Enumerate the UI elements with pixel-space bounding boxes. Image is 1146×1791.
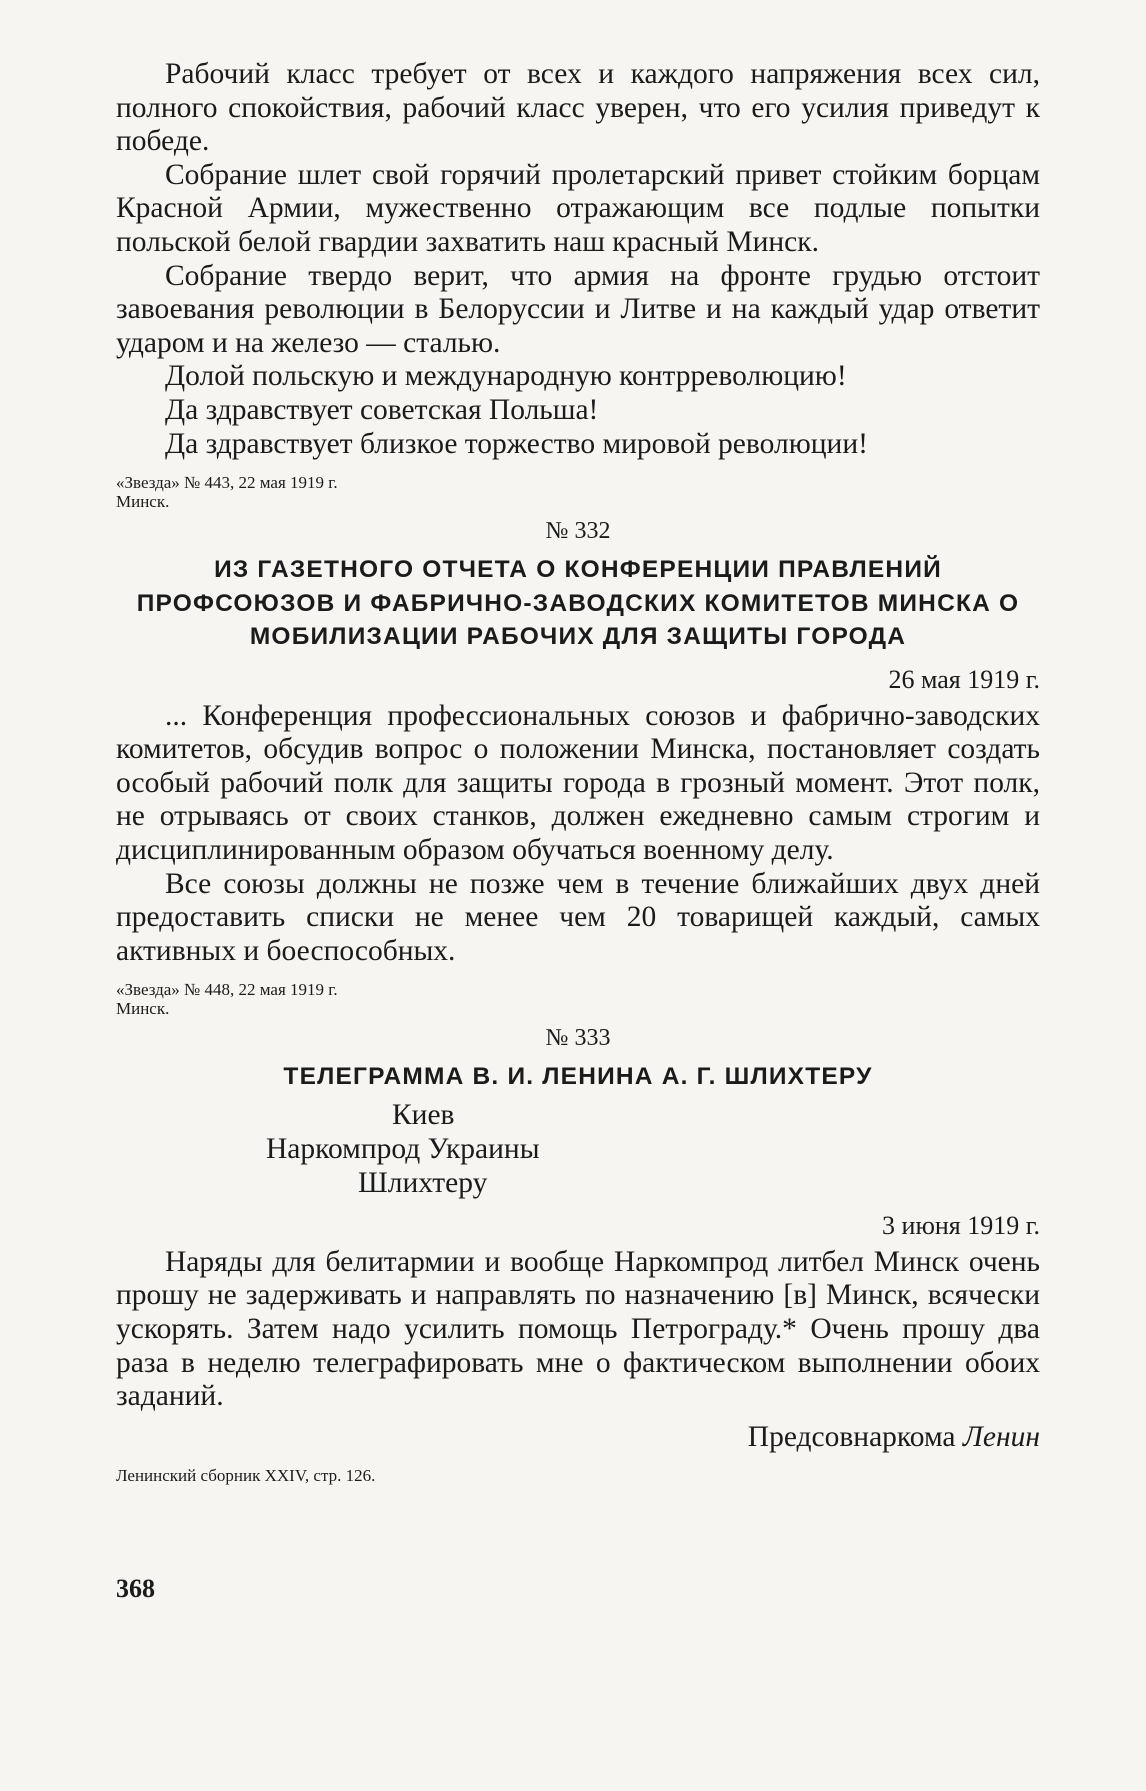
page-content <box>116 58 1040 1485</box>
signature-title: Предсовнаркома <box>747 1420 956 1453</box>
source-city: Минск. <box>116 492 170 512</box>
source-citation <box>116 473 1040 511</box>
document-331-ending <box>116 58 1040 511</box>
paragraph: Все союзы должны не позже чем в течение ближайших двух дней предоставить списки не менее чем 20 товарищей каждый, самых активных и боеспособных. <box>116 867 1040 967</box>
page-number: 368 <box>116 1574 155 1603</box>
document-date: 26 мая 1919 г. <box>888 664 1040 694</box>
document-number: № 333 <box>545 1025 611 1052</box>
document-title: ИЗ ГАЗЕТНОГО ОТЧЕТА О КОНФЕРЕНЦИИ ПРАВЛЕНИЙ ПРОФСОЮЗОВ И ФАБРИЧНО-ЗАВОДСКИХ КОМИТЕТОВ МИНСКА О МОБИЛИЗАЦИИ РАБОЧИХ ДЛЯ ЗАЩИТЫ ГОРОДА <box>136 556 1020 651</box>
document-number: № 332 <box>545 518 611 545</box>
signature-name: Ленин <box>962 1420 1040 1453</box>
paragraph: Наряды для белитармии и вообще Наркомпрод литбел Минск очень прошу не задерживать и направлять по назначению [в] Минск, всячески ускорять. Затем надо усилить помощь Петрограду.* Очень прошу два раза в неделю телеграфировать мне о фактическом выполнении обоих заданий. <box>116 1245 1040 1413</box>
telegram-address <box>116 1098 1040 1200</box>
signature <box>116 1420 1040 1454</box>
source-line: «Звезда» № 448, 22 мая 1919 г. <box>116 980 338 1000</box>
document-333 <box>116 1024 1040 1484</box>
slogan: Да здравствует близкое торжество мировой революции! <box>165 427 868 460</box>
slogan: Да здравствует советская Польша! <box>165 393 599 426</box>
paragraph: ... Конференция профессиональных союзов и фабрично-заводских комитетов, обсудив вопрос о положении Минска, постановляет создать особый рабочий полк для защиты города в грозный момент. Этот полк, не отрываясь от своих станков, должен ежедневно самым строгим и дисциплинированным образом обучаться военному делу. <box>116 699 1040 866</box>
source-citation: Ленинский сборник XXIV, стр. 126. <box>116 1465 376 1485</box>
paragraph: Рабочий класс требует от всех и каждого напряжения всех сил, полного спокойствия, рабочий класс уверен, что его усилия приведут к победе. <box>116 58 1040 158</box>
address-agency: Наркомпрод Украины <box>266 1132 540 1165</box>
source-line: «Звезда» № 443, 22 мая 1919 г. <box>116 473 338 493</box>
slogan: Долой польскую и международную контрреволюцию! <box>165 360 847 393</box>
document-332 <box>116 517 1040 1018</box>
address-city: Киев <box>392 1098 455 1131</box>
source-city: Минск. <box>116 999 170 1019</box>
paragraph: Собрание твердо верит, что армия на фронте грудью отстоит завоевания революции в Белоруссии и Литве и на каждый удар ответит ударом и на железо — сталью. <box>116 259 1040 359</box>
address-recipient: Шлихтеру <box>358 1166 488 1199</box>
source-citation <box>116 980 1040 1018</box>
document-title: ТЕЛЕГРАММА В. И. ЛЕНИНА А. Г. ШЛИХТЕРУ <box>283 1063 873 1091</box>
document-date: 3 июня 1919 г. <box>882 1210 1040 1240</box>
paragraph: Собрание шлет свой горячий пролетарский привет стойким борцам Красной Армии, мужественно отражающим все подлые попытки польской белой гвардии захватить наш красный Минск. <box>116 158 1040 258</box>
